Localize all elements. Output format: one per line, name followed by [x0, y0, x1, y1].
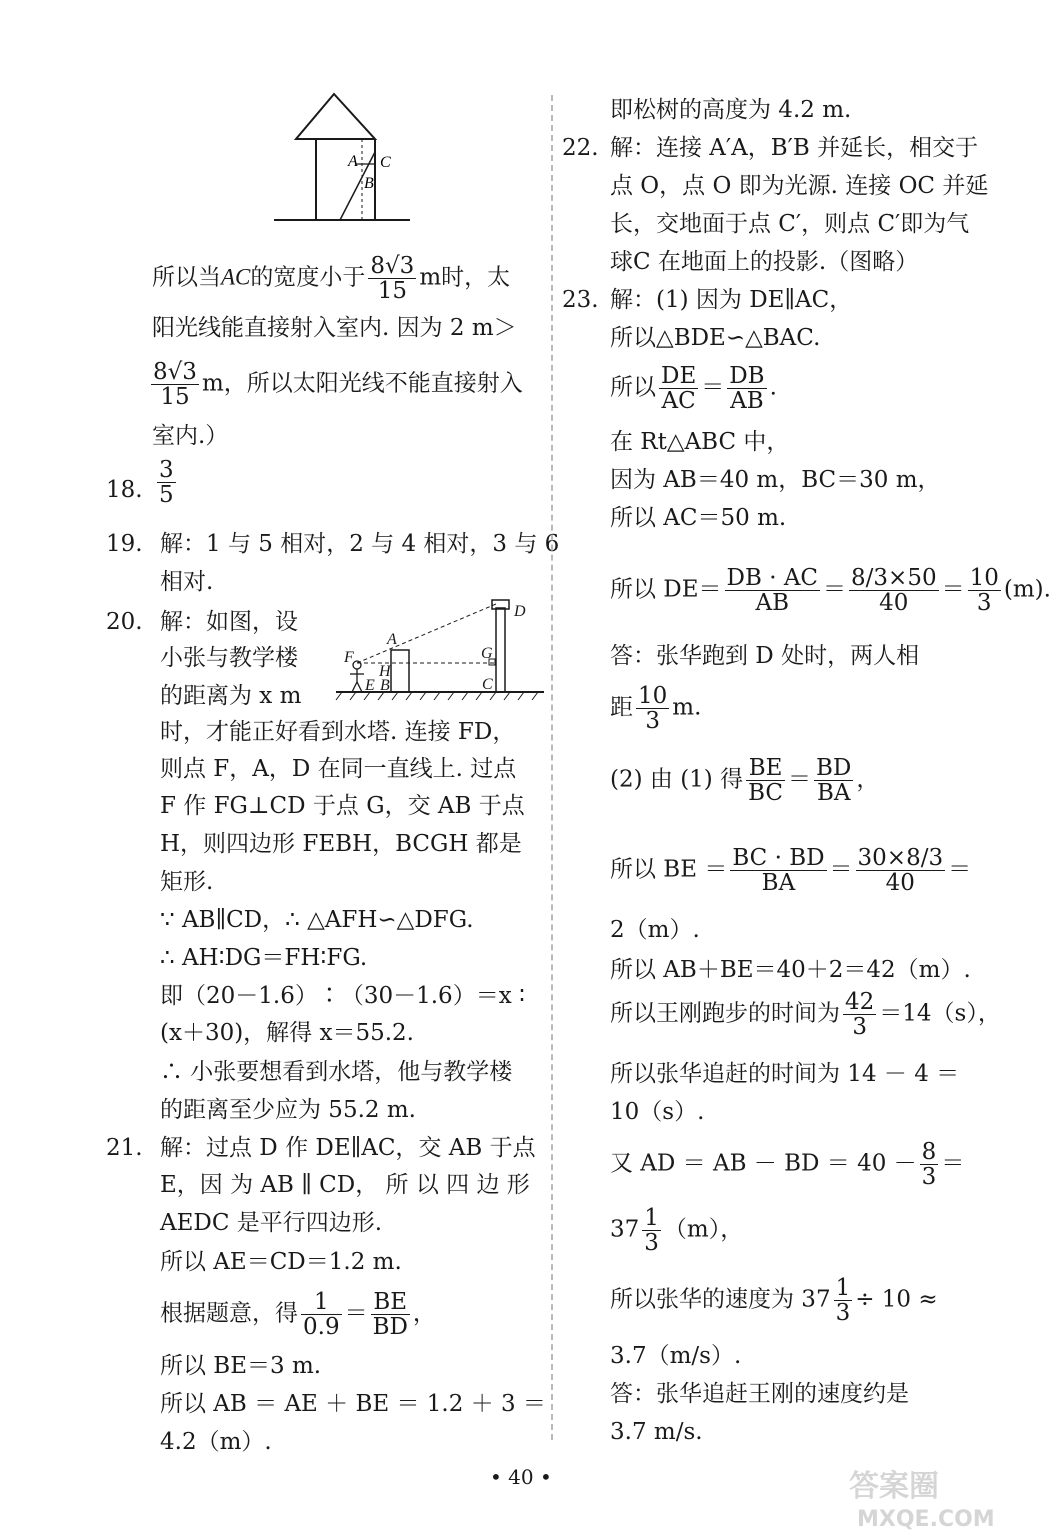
q21-line-8: 4.2（m）. — [160, 1429, 272, 1455]
q23-line-2: 所以△BDE∽△BAC. — [610, 325, 821, 351]
text: ＝ — [344, 1300, 368, 1327]
q23-line-13: 所以 AB＋BE＝40＋2＝42（m）. — [610, 957, 971, 983]
svg-text:MXQE.COM: MXQE.COM — [857, 1507, 995, 1532]
q20-line-9: ∵ AB∥CD，∴ △AFH∽△DFG. — [160, 907, 474, 933]
fraction: $\frac{BD}{BA}$ — [816, 755, 852, 806]
text: ÷ 10 ≈ — [855, 1286, 938, 1313]
q23-line-3: 所以 $\frac{DE}{AC}$ ＝ $\frac{DB}{AB}$ . — [610, 363, 777, 414]
q23-line-7: 所以 DE＝ $\frac{DB \cdot AC}{AB}$ ＝ $\frac{8/3\times 50}{40}$ ＝ $\frac{10}{3}$ (m). — [610, 565, 1051, 616]
p17-line-3 — [148, 360, 523, 409]
text: 所以张华的速度为 37 — [610, 1286, 831, 1313]
house-label-b: B — [364, 175, 374, 192]
q23-line-22: 3.7 m/s. — [610, 1419, 703, 1445]
fraction: $\frac{8√3}{15}$ — [153, 359, 197, 410]
q20-line-12: (x＋30)，解得 x＝55.2. — [160, 1020, 414, 1046]
tower-label-g: G — [481, 645, 493, 662]
q20-line-13: ∴ 小张要想看到水塔，他与教学楼 — [160, 1059, 513, 1085]
q22-line-1: 解：连接 A′A，B′B 并延长，相交于 — [610, 135, 979, 161]
tower-label-h: H — [379, 663, 391, 680]
text: 所以当 — [152, 264, 221, 291]
q23-line-6: 所以 AC＝50 m. — [610, 505, 787, 531]
text: AC — [221, 264, 251, 290]
house-figure — [274, 92, 514, 227]
q20-line-7: H，则四边形 FEBH，BCGH 都是 — [160, 831, 522, 857]
fraction: $\frac{BE}{BD}$ — [372, 1289, 408, 1340]
fraction: $\frac{BE}{BC}$ — [748, 755, 784, 806]
q23-line-9 — [610, 684, 701, 733]
text: (2) 由 (1) 得 — [610, 766, 744, 793]
q23-line-14 — [610, 990, 1001, 1039]
fraction: $\frac{8}{3}$ — [921, 1139, 937, 1190]
q23-line-4: 在 Rt△ABC 中， — [610, 429, 790, 455]
q20-line-11: 即（20－1.6）∶（30－1.6）＝x ∶ — [160, 983, 525, 1009]
fraction: $\frac{8/3\times 50}{40}$ — [851, 565, 937, 616]
q20-line-5: 则点 F，A，D 在同一直线上. 过点 — [160, 756, 517, 782]
text: m，所以太阳光线不能直接射入 — [201, 370, 523, 397]
text: 距 — [610, 694, 633, 721]
q23-line-15: 所以张华追赶的时间为 14 － 4 ＝ — [610, 1061, 960, 1087]
r-line-1: 即松树的高度为 4.2 m. — [610, 97, 852, 123]
q20-line-1: 解：如图，设 — [160, 609, 298, 635]
q21-line-6: 所以 BE＝3 m. — [160, 1353, 322, 1379]
q20-line-3: 的距离为 x m — [160, 683, 302, 709]
text: 所以 DE＝ — [610, 576, 722, 603]
q20-line-14: 的距离至少应为 55.2 m. — [160, 1097, 416, 1123]
text: . — [769, 374, 777, 401]
q23-line-18 — [610, 1206, 743, 1255]
q20-line-8: 矩形. — [160, 869, 214, 895]
q23-line-21: 答：张华追赶王刚的速度约是 — [610, 1381, 909, 1407]
text: 根据题意，得 — [160, 1300, 298, 1327]
q23-line-10: (2) 由 (1) 得 $\frac{BE}{BC}$ ＝ $\frac{BD}{BA}$ ， — [610, 755, 880, 806]
q23-line-20: 3.7（m/s）. — [610, 1343, 742, 1369]
fraction: $\frac{BC \cdot BD}{BA}$ — [732, 845, 825, 896]
fraction: $\frac{8√3}{15}$ — [370, 253, 415, 304]
question-number-20: 20. — [106, 609, 143, 635]
text: 37 — [610, 1216, 640, 1243]
q18-answer — [154, 458, 179, 507]
p17-line-2: 阳光线能直接射入室内. 因为 2 m＞ — [152, 315, 517, 341]
question-number-18: 18. — [106, 477, 143, 503]
q23-line-8: 答：张华跑到 D 处时，两人相 — [610, 643, 920, 669]
fraction: $\frac{3}{5}$ — [159, 457, 174, 508]
q20-line-4: 时，才能正好看到水塔. 连接 FD， — [160, 719, 516, 745]
q23-line-19 — [610, 1276, 938, 1325]
tower-figure — [336, 598, 546, 703]
q19-line-2: 相对. — [160, 569, 214, 595]
question-number-23: 23. — [562, 287, 599, 313]
column-divider — [551, 95, 553, 1440]
fraction: $\frac{42}{3}$ — [845, 989, 875, 1040]
q20-line-2: 小张与教学楼 — [160, 645, 298, 671]
tower-label-a: A — [387, 631, 397, 648]
text: ， — [412, 1300, 436, 1327]
tower-label-d: D — [514, 603, 526, 620]
tower-label-e: E — [365, 677, 375, 694]
p17-line-4: 室内.） — [152, 423, 229, 449]
question-number-22: 22. — [562, 135, 599, 161]
text: m时，太 — [419, 264, 511, 291]
text: 所以 — [610, 374, 656, 401]
q21-line-5 — [160, 1290, 436, 1339]
text: 的宽度小于 — [250, 264, 366, 291]
q22-line-2: 点 O，点 O 即为光源. 连接 OC 并延 — [610, 173, 989, 199]
tower-label-b: B — [380, 677, 390, 694]
fraction: $\frac{30\times 8/3}{40}$ — [857, 845, 944, 896]
q21-line-3: AEDC 是平行四边形. — [160, 1210, 383, 1236]
fraction: $\frac{DB}{AB}$ — [729, 363, 765, 414]
watermark-logo — [843, 1462, 1013, 1532]
q21-line-4: 所以 AE＝CD＝1.2 m. — [160, 1249, 402, 1275]
question-number-19: 19. — [106, 531, 143, 557]
fraction: $\frac{10}{3}$ — [638, 683, 668, 734]
text: 所以王刚跑步的时间为 — [610, 1000, 840, 1027]
fraction: $\frac{1}{3}$ — [835, 1275, 851, 1326]
text: (m). — [1003, 576, 1051, 603]
house-label-c: C — [380, 154, 391, 171]
fraction: $\frac{DE}{AC}$ — [661, 363, 697, 414]
q23-line-16: 10（s）. — [610, 1099, 705, 1125]
tower-label-c: C — [482, 676, 493, 693]
q23-line-11: 所以 BE ＝ $\frac{BC \cdot BD}{BA}$ ＝ $\frac{30\times 8/3}{40}$ ＝ — [610, 845, 972, 896]
text: 又 AD ＝ AB － BD ＝ 40 － — [610, 1150, 917, 1177]
text: ， — [856, 766, 880, 793]
text: 所以 BE ＝ — [610, 856, 728, 883]
text: ＝14（s）， — [879, 1000, 1001, 1027]
q21-line-7: 所以 AB ＝ AE ＋ BE ＝ 1.2 ＋ 3 ＝ — [160, 1391, 546, 1417]
q23-line-17: 又 AD ＝ AB － BD ＝ 40 － $\frac{8}{3}$ ＝ — [610, 1139, 965, 1190]
q21-line-2: E，因 为 AB ∥ CD， 所 以 四 边 形 — [160, 1172, 530, 1198]
fraction: $\frac{10}{3}$ — [969, 565, 999, 616]
tower-label-f: F — [344, 649, 354, 666]
q19-line-1: 解：1 与 5 相对，2 与 4 相对，3 与 6 — [160, 531, 560, 557]
page-number: • 40 • — [490, 1465, 552, 1489]
q22-line-4: 球C 在地面上的投影.（图略） — [610, 249, 919, 275]
q23-line-12: 2（m）. — [610, 917, 700, 943]
text: m. — [672, 694, 702, 721]
question-number-21: 21. — [106, 1135, 143, 1161]
fraction: $\frac{DB \cdot AC}{AB}$ — [726, 565, 819, 616]
q23-line-5: 因为 AB＝40 m，BC＝30 m， — [610, 467, 941, 493]
q21-line-1: 解：过点 D 作 DE∥AC，交 AB 于点 — [160, 1135, 536, 1161]
q20-line-6: F 作 FG⊥CD 于点 G，交 AB 于点 — [160, 793, 525, 819]
p17-line-1 — [152, 254, 510, 303]
svg-text:答案圈: 答案圈 — [849, 1469, 939, 1504]
fraction: $\frac{1}{3}$ — [644, 1205, 659, 1256]
q20-line-10: ∴ AH∶DG＝FH∶FG. — [160, 945, 368, 971]
fraction: $\frac{1}{0.9}$ — [303, 1289, 340, 1340]
text: （m）， — [663, 1216, 744, 1243]
q23-line-1: 解：(1) 因为 DE∥AC， — [610, 287, 853, 313]
house-label-a: A — [348, 153, 358, 170]
q22-line-3: 长，交地面于点 C′，则点 C′即为气 — [610, 211, 970, 237]
